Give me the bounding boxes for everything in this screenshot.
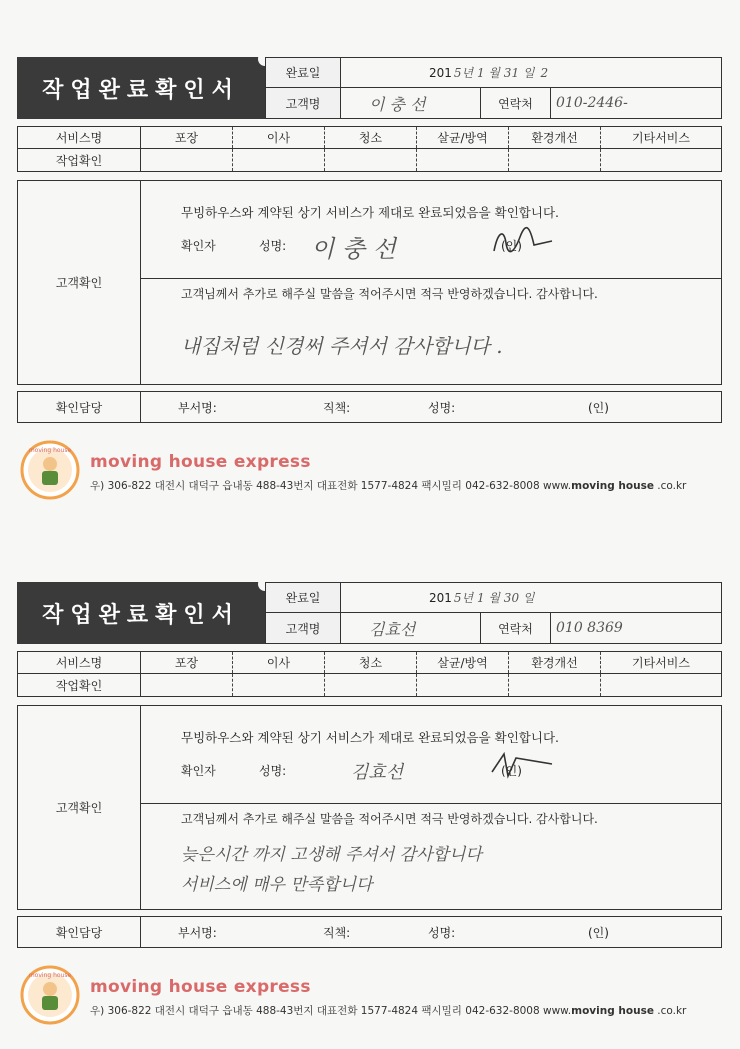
contact-label: 연락처	[481, 88, 551, 118]
confirmer-name-value: 김효선	[351, 762, 404, 783]
header-table	[265, 57, 722, 119]
position-label: 직책:	[323, 400, 351, 415]
seal-label: (인)	[501, 239, 522, 253]
work-confirm-cell	[509, 149, 601, 171]
manager-section	[17, 916, 722, 948]
work-confirm-cell	[141, 149, 233, 171]
company-address: 우) 306-822 대전시 대덕구 읍내동 488-43번지 대표전화 1577-4824 팩시밀리 042-632-8008 www.moving house .co.kr	[90, 480, 687, 492]
dept-label: 부서명:	[178, 400, 217, 415]
dept-label: 부서명:	[178, 925, 217, 940]
customer-name-label: 고객명	[266, 613, 341, 643]
form-title: 작업완료확인서	[17, 582, 265, 644]
service-item: 포장	[141, 127, 233, 148]
form-title: 작업완료확인서	[17, 57, 265, 119]
work-confirm-label: 작업확인	[18, 674, 141, 696]
customer-confirm-label: 고객확인	[18, 181, 141, 384]
service-item: 이사	[233, 652, 325, 673]
service-table	[17, 126, 722, 172]
manager-name-label: 성명:	[428, 925, 456, 940]
contact-value: 010-2446-	[556, 95, 628, 111]
customer-name-value: 김효선	[341, 613, 481, 643]
completion-date-label: 완료일	[266, 583, 341, 612]
service-item: 살균/방역	[417, 127, 509, 148]
manager-label: 확인담당	[18, 917, 141, 947]
moving-house-logo-icon	[20, 965, 80, 1025]
customer-name-label: 고객명	[266, 88, 341, 118]
company-address: 우) 306-822 대전시 대덕구 읍내동 488-43번지 대표전화 1577-4824 팩시밀리 042-632-8008 www.moving house .co.kr	[90, 1005, 687, 1017]
customer-confirm-section	[17, 705, 722, 910]
manager-seal-label: (인)	[588, 925, 609, 940]
form-1	[0, 0, 740, 520]
brand-name: moving house express	[90, 452, 311, 472]
work-confirm-cell	[141, 674, 233, 696]
confirmer-name-value: 이 충 선	[311, 235, 396, 263]
signature-icon	[486, 748, 556, 782]
confirmer-label: 확인자	[181, 764, 216, 778]
service-item: 이사	[233, 127, 325, 148]
manager-seal-label: (인)	[588, 400, 609, 415]
comment-prompt: 고객님께서 추가로 해주실 말씀을 적어주시면 적극 반영하겠습니다. 감사합니다.	[181, 812, 598, 826]
work-confirm-cell	[233, 674, 325, 696]
work-confirm-cell	[509, 674, 601, 696]
work-confirm-cell	[233, 149, 325, 171]
service-item: 환경개선	[509, 127, 601, 148]
customer-name-value: 이 충 선	[341, 88, 481, 118]
confirmer-name-label: 성명:	[259, 239, 287, 253]
svg-text:moving house: moving house	[28, 447, 72, 454]
service-item: 살균/방역	[417, 652, 509, 673]
completion-date-value: 201 5년 1 월 30 일	[429, 590, 535, 605]
work-confirm-cell	[601, 149, 721, 171]
work-confirm-cell	[325, 674, 417, 696]
brand-name: moving house express	[90, 977, 311, 997]
signature-icon	[486, 223, 556, 257]
header-table	[265, 582, 722, 644]
moving-house-logo-icon	[20, 440, 80, 500]
contact-value: 010 8369	[556, 620, 623, 636]
service-table	[17, 651, 722, 697]
comment-line: 내집처럼 신경써 주셔서 감사합니다 .	[181, 334, 503, 358]
work-confirm-cell	[325, 149, 417, 171]
service-item: 기타서비스	[632, 131, 690, 145]
confirm-statement: 무빙하우스와 계약된 상기 서비스가 제대로 완료되었음을 확인합니다.	[181, 730, 559, 745]
comment-line: 서비스에 매우 만족합니다	[181, 875, 373, 895]
customer-confirm-section	[17, 180, 722, 385]
confirmer-label: 확인자	[181, 239, 216, 253]
work-confirm-label: 작업확인	[18, 149, 141, 171]
work-confirm-cell	[417, 674, 509, 696]
service-item: 기타서비스	[632, 656, 690, 670]
work-confirm-cell	[601, 674, 721, 696]
service-item: 환경개선	[509, 652, 601, 673]
service-name-label: 서비스명	[18, 652, 141, 673]
confirmer-name-label: 성명:	[259, 764, 287, 778]
form-2	[0, 525, 740, 1045]
service-item: 청소	[325, 127, 417, 148]
work-confirm-cell	[417, 149, 509, 171]
comment-prompt: 고객님께서 추가로 해주실 말씀을 적어주시면 적극 반영하겠습니다. 감사합니다.	[181, 287, 598, 301]
service-item: 포장	[141, 652, 233, 673]
customer-confirm-label: 고객확인	[18, 706, 141, 909]
service-item: 청소	[325, 652, 417, 673]
completion-date-label: 완료일	[266, 58, 341, 87]
comment-line: 늦은시간 까지 고생해 주셔서 감사합니다	[181, 845, 482, 865]
contact-label: 연락처	[481, 613, 551, 643]
position-label: 직책:	[323, 925, 351, 940]
manager-name-label: 성명:	[428, 400, 456, 415]
manager-label: 확인담당	[18, 392, 141, 422]
seal-label: (인)	[501, 764, 522, 778]
completion-date-value: 201 5년 1 월 31 일 2	[429, 65, 549, 80]
confirm-statement: 무빙하우스와 계약된 상기 서비스가 제대로 완료되었음을 확인합니다.	[181, 205, 559, 220]
service-name-label: 서비스명	[18, 127, 141, 148]
comment-lines	[181, 840, 482, 900]
manager-section	[17, 391, 722, 423]
svg-text:moving house: moving house	[28, 972, 72, 979]
